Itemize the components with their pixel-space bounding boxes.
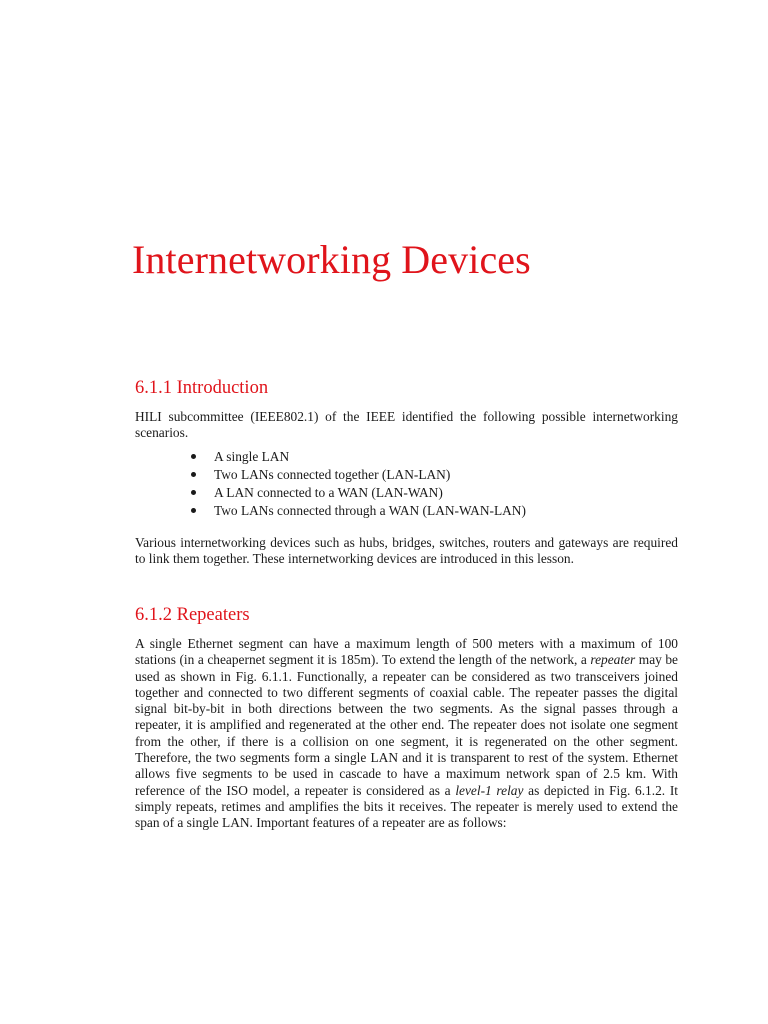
scenario-list: [190, 448, 526, 520]
list-item: [190, 466, 526, 484]
level-1-relay-term: level-1 relay: [455, 782, 524, 798]
introduction-paragraph: HILI subcommittee (IEEE802.1) of the IEEE identified the following possible internetworking scenarios.: [135, 409, 678, 441]
repeater-term: repeater: [590, 652, 636, 668]
page-title: Internetworking Devices: [132, 237, 531, 282]
bullet-icon: [191, 472, 196, 477]
list-item: [190, 484, 526, 502]
list-item: [190, 502, 526, 520]
bullet-icon: [191, 508, 196, 513]
list-item-text: A single LAN: [214, 449, 290, 464]
repeaters-text-part3: as depicted in Fig. 6.1.2. It simply repeats, retimes and amplifies the bits it receives. The repeater is merely used to extend the span of a single LAN. Important features of a repeater are as follows:: [135, 782, 679, 831]
section-heading-introduction: 6.1.1 Introduction: [135, 378, 269, 398]
repeaters-text-part1: A single Ethernet segment can have a maximum length of 500 meters with a maximum of 100 stations (in a cheapernet segment it is 185m). To extend the length of the network, a: [135, 636, 678, 668]
section-heading-repeaters: 6.1.2 Repeaters: [135, 605, 250, 625]
list-item: [190, 448, 526, 466]
bullet-icon: [191, 490, 196, 495]
devices-paragraph: Various internetworking devices such as hubs, bridges, switches, routers and gateways are required to link them together. These internetworking devices are introduced in this lesson.: [135, 535, 678, 567]
repeaters-text-part2: may be used as shown in Fig. 6.1.1. Functionally, a repeater can be considered as two transceivers joined together and connected to two different segments of coaxial cable. The repeater passes the digital signal bit-by-bit in both directions between the two segments. As the signal passes through a repeater, it is amplified and regenerated at the other end. The repeater does not isolate one segment from the other, if there is a collision on one segment, it is regenerated on the other segment. Therefore, the two segments form a single LAN and it is transparent to rest of the system. Ethernet allows five segments to be used in cascade to have a maximum network span of 2.5 km. With reference of the ISO model, a repeater is considered as a: [135, 652, 678, 798]
list-item-text: A LAN connected to a WAN (LAN-WAN): [214, 484, 443, 500]
list-item-text: Two LANs connected together (LAN-LAN): [214, 466, 451, 482]
repeaters-paragraph: [135, 636, 678, 832]
list-item-text: Two LANs connected through a WAN (LAN-WAN-LAN): [214, 502, 526, 518]
bullet-icon: [191, 454, 196, 459]
